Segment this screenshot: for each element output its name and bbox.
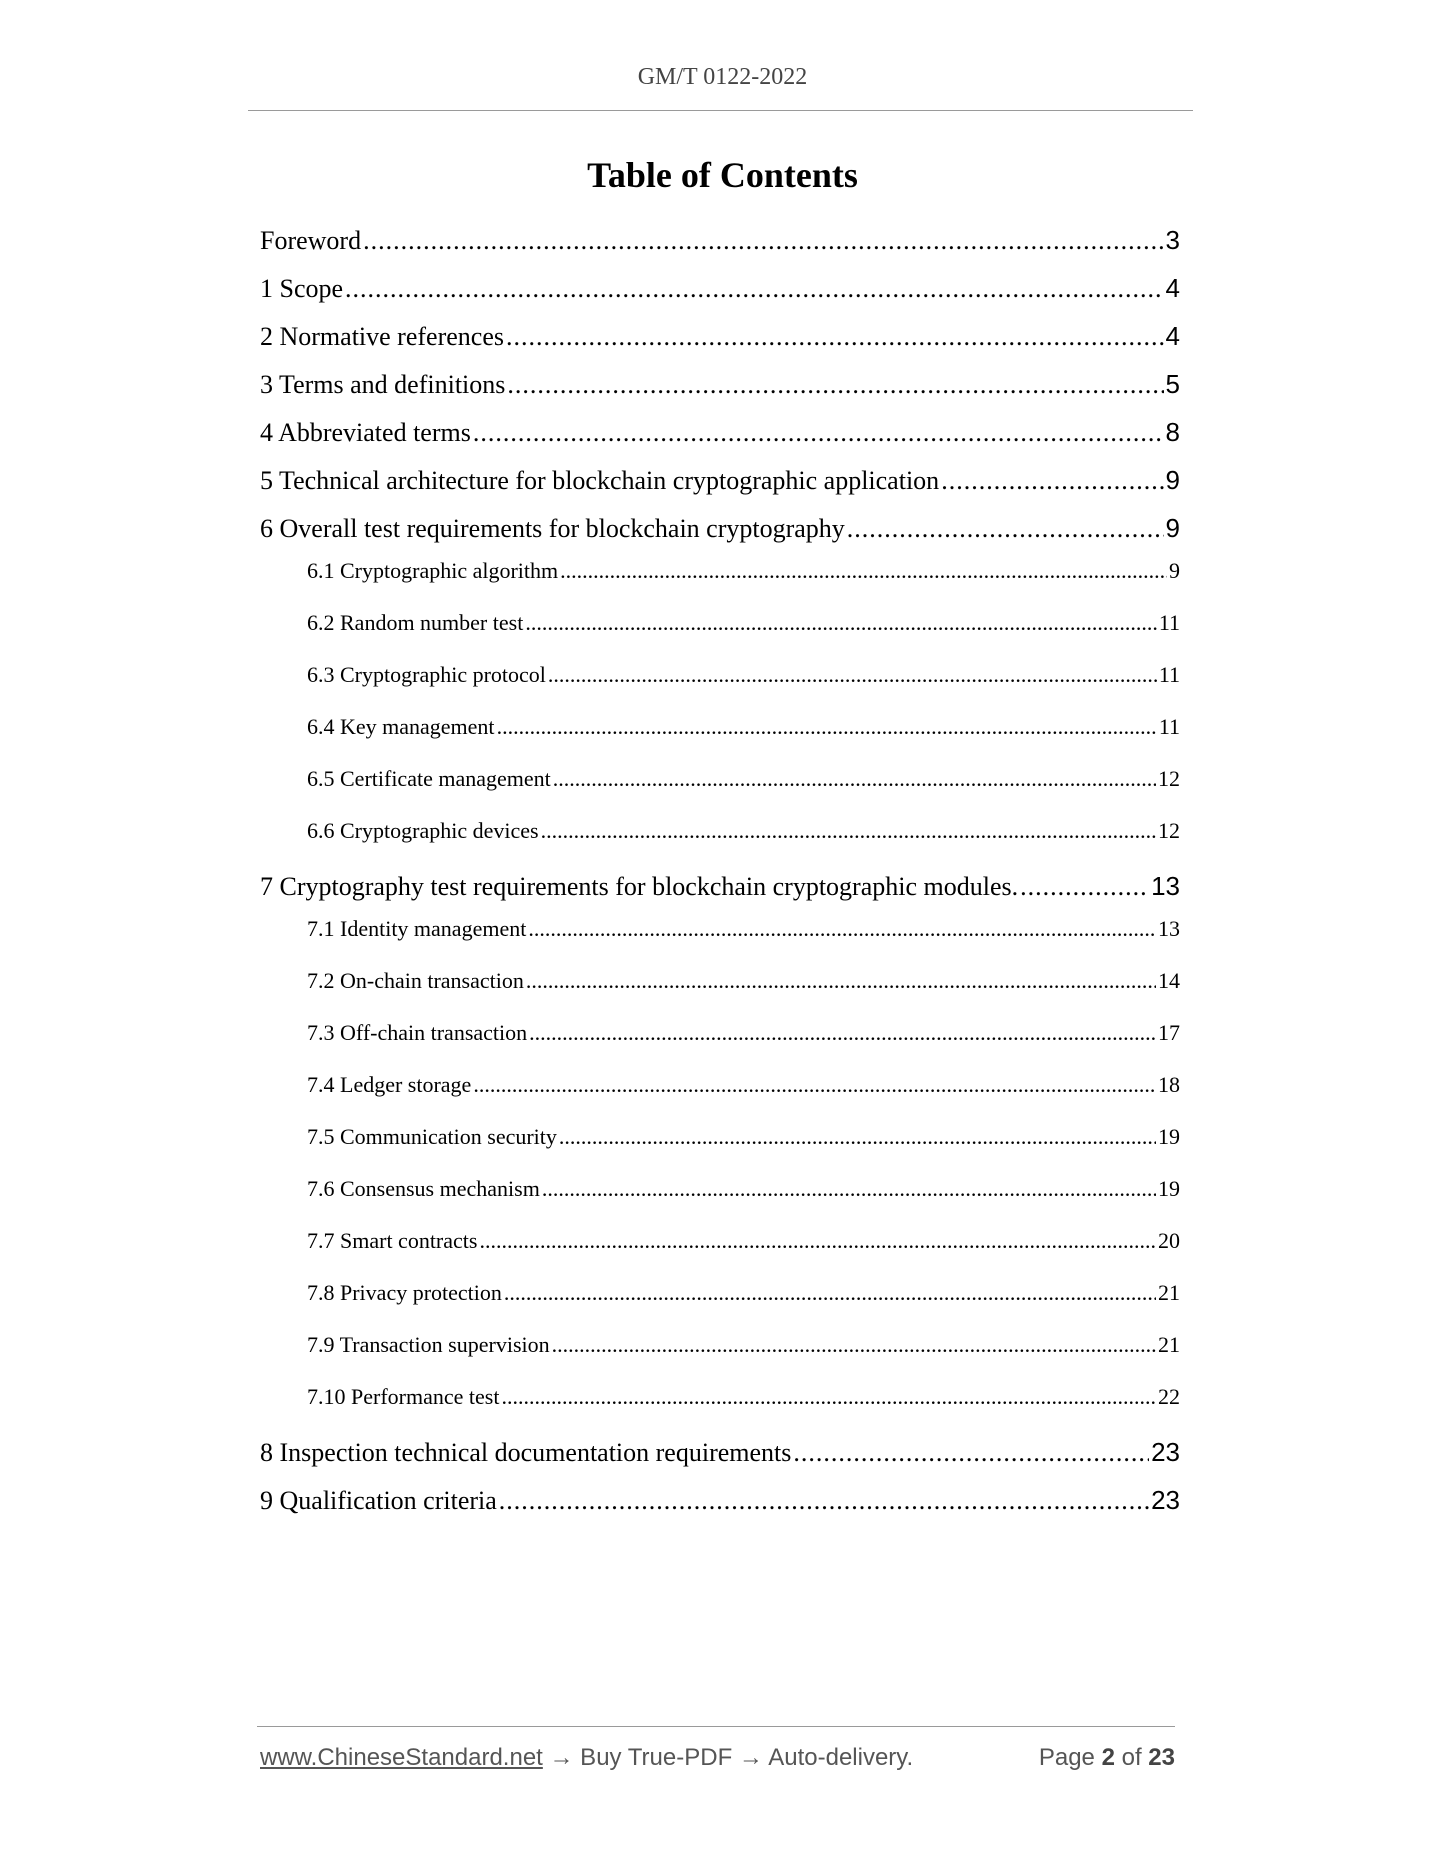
- document-code: GM/T 0122-2022: [637, 64, 808, 90]
- page-footer: [260, 1744, 1175, 1778]
- toc-entry[interactable]: [260, 871, 1180, 905]
- site-link[interactable]: www.ChineseStandard.net: [260, 1744, 543, 1771]
- toc-entry[interactable]: [260, 1485, 1180, 1519]
- toc-entry-label: 7.2 On-chain transaction: [307, 968, 524, 993]
- toc-leader-dots: [499, 1486, 1149, 1516]
- toc-entry[interactable]: [260, 321, 1180, 355]
- toc-subentry[interactable]: [307, 1020, 1180, 1050]
- toc-entry-page: 11: [1158, 610, 1180, 635]
- toc-entry-page: 19: [1158, 1176, 1180, 1201]
- promo-text: → Buy True-PDF → Auto-delivery.: [549, 1744, 914, 1771]
- toc-entry-page: 8: [1165, 417, 1180, 447]
- toc-entry[interactable]: [260, 369, 1180, 403]
- toc-subentry[interactable]: [307, 818, 1180, 848]
- toc-entry[interactable]: [260, 1437, 1180, 1471]
- toc-leader-dots: [473, 1072, 1156, 1098]
- toc-leader-dots: [559, 1124, 1156, 1150]
- toc-entry-label: 7.1 Identity management: [307, 916, 527, 941]
- toc-entry-page: 9: [1169, 558, 1180, 583]
- toc-entry-label: 2 Normative references: [260, 322, 504, 351]
- toc-entry-label: 7.5 Communication security: [307, 1124, 557, 1149]
- toc-entry-page: 14: [1158, 968, 1180, 993]
- toc-leader-dots: [560, 558, 1167, 584]
- toc-entry-label: 4 Abbreviated terms: [260, 418, 471, 447]
- toc-subentry[interactable]: [307, 916, 1180, 946]
- toc-leader-dots: [506, 322, 1164, 352]
- toc-entry[interactable]: [260, 513, 1180, 547]
- toc-subentry[interactable]: [307, 1384, 1180, 1414]
- toc-entry-label: 8 Inspection technical documentation requirements: [260, 1438, 792, 1467]
- toc-entry-page: 23: [1151, 1437, 1180, 1467]
- toc-entry-page: 13: [1151, 871, 1180, 901]
- toc-subentry[interactable]: [307, 1332, 1180, 1362]
- toc-entry-label: 6.3 Cryptographic protocol: [307, 662, 546, 687]
- toc-entry-label: 6.4 Key management: [307, 714, 495, 739]
- toc-subentry[interactable]: [307, 1280, 1180, 1310]
- toc-entry-page: 4: [1165, 273, 1180, 303]
- toc-entry[interactable]: [260, 225, 1180, 259]
- toc-leader-dots: [525, 610, 1157, 636]
- toc-leader-dots: [941, 466, 1163, 496]
- toc-leader-dots: [473, 418, 1164, 448]
- toc-entry-page: 9: [1165, 513, 1180, 543]
- page-word: Page: [1038, 1744, 1095, 1771]
- toc-entry-label: 6 Overall test requirements for blockchain cryptography: [260, 514, 845, 543]
- toc-leader-dots: [528, 916, 1156, 942]
- toc-subentry[interactable]: [307, 1228, 1180, 1258]
- toc-entry-page: 11: [1158, 714, 1180, 739]
- toc-subentry[interactable]: [307, 766, 1180, 796]
- toc-entry-page: 5: [1165, 369, 1180, 399]
- toc-subentry[interactable]: [307, 1072, 1180, 1102]
- toc-entry-label: 7.10 Performance test: [307, 1384, 500, 1409]
- toc-entry-page: 3: [1165, 225, 1180, 255]
- toc-leader-dots: [529, 1020, 1156, 1046]
- toc-entry-page: 22: [1158, 1384, 1180, 1409]
- toc-entry-page: 20: [1158, 1228, 1180, 1253]
- toc-subentry[interactable]: [307, 714, 1180, 744]
- of-word: of: [1121, 1744, 1142, 1771]
- toc-leader-dots: [793, 1438, 1149, 1468]
- toc-leader-dots: [1020, 872, 1149, 902]
- toc-leader-dots: [552, 1332, 1156, 1358]
- page-number: [1039, 1744, 1175, 1772]
- toc-entry-label: 1 Scope: [260, 274, 344, 303]
- toc-entry-page: 13: [1158, 916, 1180, 941]
- footer-promo: [260, 1744, 913, 1772]
- toc-entry-label: 5 Technical architecture for blockchain cryptographic application: [260, 466, 940, 495]
- toc-subentry[interactable]: [307, 1176, 1180, 1206]
- toc-entry-page: 23: [1151, 1485, 1180, 1515]
- toc-entry-label: 7.3 Off-chain transaction: [307, 1020, 528, 1045]
- toc-entry-label: 7.4 Ledger storage: [307, 1072, 472, 1097]
- toc-subentry[interactable]: [307, 558, 1180, 588]
- toc-leader-dots: [553, 766, 1156, 792]
- toc-entry-label: 7.7 Smart contracts: [307, 1228, 478, 1253]
- toc-subentry[interactable]: [307, 662, 1180, 692]
- toc-entry-label: 7 Cryptography test requirements for blockchain cryptographic modules.: [260, 872, 1019, 901]
- toc-leader-dots: [504, 1280, 1156, 1306]
- toc-leader-dots: [541, 818, 1156, 844]
- toc-leader-dots: [363, 226, 1163, 256]
- total-pages: 23: [1148, 1744, 1175, 1771]
- page-title: Table of Contents: [587, 155, 858, 195]
- toc-leader-dots: [501, 1384, 1156, 1410]
- toc-entry-page: 17: [1158, 1020, 1180, 1045]
- toc-subentry[interactable]: [307, 1124, 1180, 1154]
- toc-entry-label: 6.2 Random number test: [307, 610, 524, 635]
- toc-entry-label: 6.5 Certificate management: [307, 766, 551, 791]
- toc-leader-dots: [345, 274, 1163, 304]
- toc-entry-page: 21: [1158, 1280, 1180, 1305]
- toc-entry-label: 6.6 Cryptographic devices: [307, 818, 539, 843]
- toc-leader-dots: [548, 662, 1157, 688]
- current-page: 2: [1101, 1744, 1115, 1771]
- toc-entry[interactable]: [260, 417, 1180, 451]
- toc-entry-page: 19: [1158, 1124, 1180, 1149]
- toc-entry[interactable]: [260, 465, 1180, 499]
- toc-leader-dots: [497, 714, 1157, 740]
- toc-entry-label: 6.1 Cryptographic algorithm: [307, 558, 559, 583]
- toc-entry-label: 7.6 Consensus mechanism: [307, 1176, 540, 1201]
- footer-divider: [257, 1726, 1175, 1727]
- toc-entry-label: 7.9 Transaction supervision: [307, 1332, 550, 1357]
- toc-entry-page: 9: [1165, 465, 1180, 495]
- toc-entry-label: 7.8 Privacy protection: [307, 1280, 502, 1305]
- toc-entry-label: 9 Qualification criteria: [260, 1486, 497, 1515]
- toc-subentry[interactable]: [307, 968, 1180, 998]
- toc-leader-dots: [526, 968, 1156, 994]
- toc-entry-page: 21: [1158, 1332, 1180, 1357]
- toc-entry-page: 12: [1158, 766, 1180, 791]
- toc-leader-dots: [507, 370, 1163, 400]
- toc-leader-dots: [542, 1176, 1156, 1202]
- toc-entry[interactable]: [260, 273, 1180, 307]
- toc-entry-page: 11: [1158, 662, 1180, 687]
- toc-entry-page: 4: [1165, 321, 1180, 351]
- toc-entry-label: 3 Terms and definitions: [260, 370, 506, 399]
- toc-entry-page: 12: [1158, 818, 1180, 843]
- toc-entry-label: Foreword: [260, 226, 362, 255]
- toc-subentry[interactable]: [307, 610, 1180, 640]
- toc-leader-dots: [847, 514, 1164, 544]
- header-divider: [248, 110, 1193, 111]
- toc-leader-dots: [479, 1228, 1156, 1254]
- toc-entry-page: 18: [1158, 1072, 1180, 1097]
